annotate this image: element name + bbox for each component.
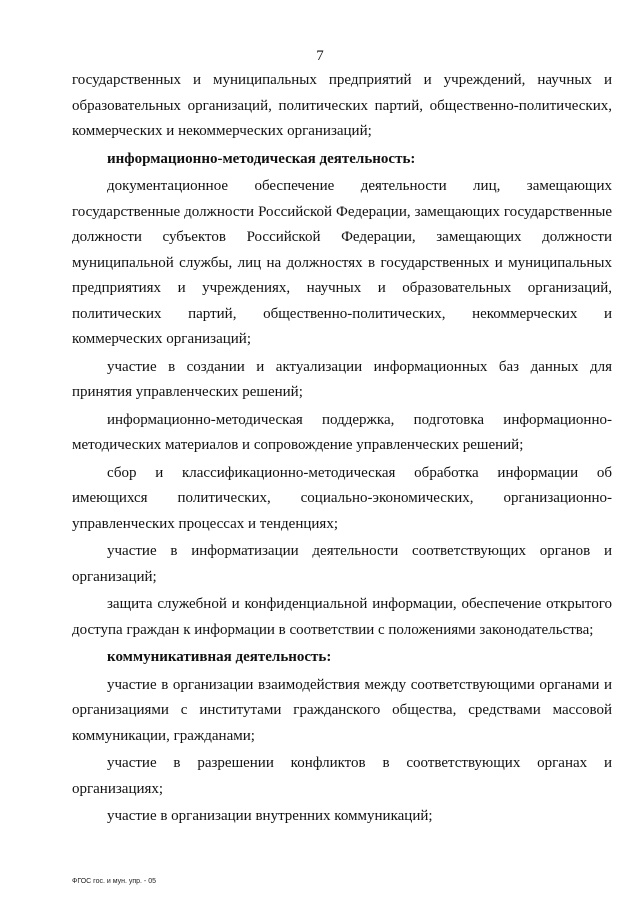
page-number: 7 [316, 48, 324, 64]
paragraph-continuation: государственных и муниципальных предприятий и учреждений, научных и образовательных организаций, политических партий, общественно-политических, коммерческих и некоммерческих организаций; [72, 72, 612, 139]
page-footer: ФГОС гос. и мун. упр. - 05 [72, 878, 156, 885]
paragraph: участие в организации взаимодействия между соответствующими органами и организациями с институтами гражданского общества, средствами массовой коммуникации, гражданами; [72, 676, 612, 744]
paragraph: участие в информатизации деятельности соответствующих органов и организаций; [72, 543, 612, 585]
paragraph: участие в организации внутренних коммуникаций; [107, 808, 433, 824]
section-heading-communicative: коммуникативная деятельность: [107, 649, 332, 665]
document-body [72, 68, 612, 832]
paragraph: информационно-методическая поддержка, подготовка информационно-методических материалов и сопровождение управленческих решений; [72, 411, 612, 453]
paragraph: сбор и классификационно-методическая обработка информации об имеющихся политических, социально-экономических, организационно-управленческих процессах и тенденциях; [72, 464, 612, 532]
section-heading-info-methodical: информационно-методическая деятельность: [107, 150, 416, 167]
paragraph: защита служебной и конфиденциальной информации, обеспечение открытого доступа граждан к информации в соответствии с положениями законодательства; [72, 596, 612, 638]
paragraph: участие в разрешении конфликтов в соответствующих органах и организациях; [72, 755, 612, 797]
paragraph: документационное обеспечение деятельности лиц, замещающих государственные должности Российской Федерации, замещающих государственные должности субъектов Российской Федерации, замещающих должности муниципальной службы, лиц на должностях в государственных и муниципальных предприятиях и учреждениях, научных и образовательных организаций, политических партий, общественно-политических, некоммерческих и коммерческих организаций; [72, 178, 612, 347]
paragraph: участие в создании и актуализации информационных баз данных для принятия управленческих решений; [72, 358, 612, 400]
